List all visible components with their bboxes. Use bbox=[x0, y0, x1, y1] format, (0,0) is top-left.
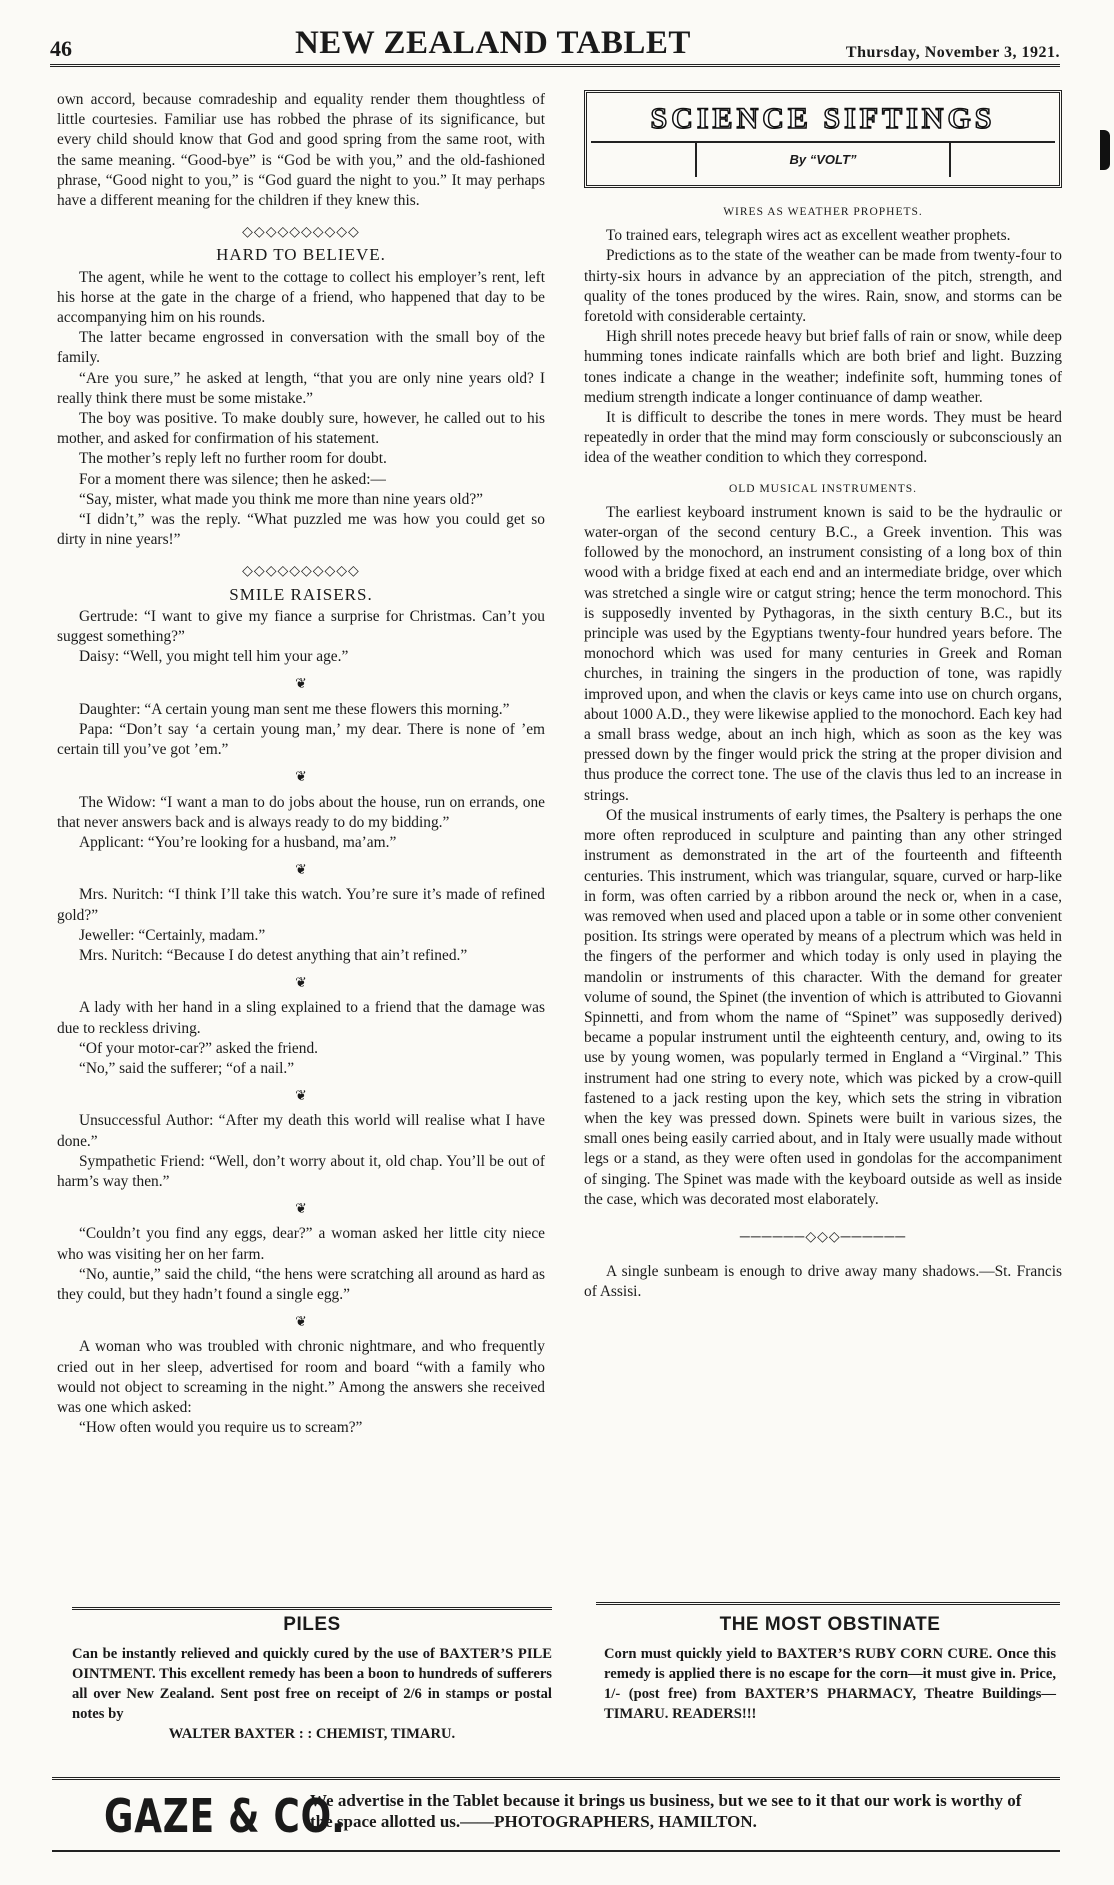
story-paragraph: The mother’s reply left no further room for doubt. bbox=[79, 450, 387, 468]
ad-title-obstinate: THE MOST OBSTINATE bbox=[719, 1614, 941, 1635]
section-heading-smile-raisers: SMILE RAISERS. bbox=[229, 584, 373, 604]
margin-mark bbox=[1100, 130, 1110, 170]
joke-line: Unsuccessful Author: “After my death this world will realise what I have done.” bbox=[57, 1112, 545, 1150]
joke-line: “How often would you require us to scream?” bbox=[79, 1419, 363, 1437]
masthead-rule bbox=[50, 64, 1060, 67]
gaze-logo: GAZE & CO. bbox=[104, 1789, 346, 1843]
article-paragraph: To trained ears, telegraph wires act as excellent weather prophets. bbox=[606, 227, 1011, 245]
ad-title-piles: PILES bbox=[283, 1614, 341, 1635]
story-paragraph: The boy was positive. To make doubly sure, however, he called out to his mother, and asked for confirmation of his statement. bbox=[57, 410, 545, 448]
heart-divider-icon: ❦ bbox=[295, 1089, 307, 1105]
ornament-divider: ◇◇◇◇◇◇◇◇◇◇ bbox=[242, 225, 360, 241]
ornament-divider: ──────◇◇◇────── bbox=[739, 1229, 907, 1245]
left-column bbox=[57, 90, 545, 1574]
joke-line: A lady with her hand in a sling explained to a friend that the damage was due to reckless driving. bbox=[57, 999, 545, 1037]
ad-rule bbox=[72, 1607, 552, 1610]
article-paragraph: Predictions as to the state of the weather can be made from twenty-four to thirty-six hours in advance by an appreciation of the pitch, strength, and quality of the tones produced by the wires. Rain, snow, and storms can be foretold with considerable certainty. bbox=[584, 247, 1062, 326]
joke-line: Applicant: “You’re looking for a husband, ma’am.” bbox=[79, 833, 397, 851]
article-paragraph: It is difficult to describe the tones in mere words. They must be heard repeatedly in order that the mind may form consciously or subconsciously an idea of the weather condition to which they correspond. bbox=[584, 409, 1062, 467]
heart-divider-icon: ❦ bbox=[295, 863, 307, 879]
story-paragraph: “I didn’t,” was the reply. “What puzzled me was how you could get so dirty in nine years!” bbox=[57, 511, 545, 549]
joke-line: “Of your motor-car?” asked the friend. bbox=[79, 1039, 318, 1057]
joke-line: “No, auntie,” said the child, “the hens were scratching all around as hard as they could, but they hadn’t found a single egg.” bbox=[57, 1265, 545, 1303]
ad-body-piles bbox=[72, 1644, 552, 1744]
gaze-advertisement-text: We advertise in the Tablet because it brings us business, but we see to it that our work is worthy of the space allotted us.——PHOTOGRAPHERS, HAMILTON. bbox=[310, 1791, 1022, 1831]
section-heading-hard-to-believe: HARD TO BELIEVE. bbox=[216, 245, 386, 265]
ad-body-obstinate: Corn must quickly yield to BAXTER’S RUBY CORN CURE. Once this remedy is applied there is no escape for the corn—it must give in. Price, 1/- (post free) from BAXTER’S PHARMACY, Theatre Buildings—TIMARU. READERS!!! bbox=[604, 1646, 1056, 1722]
joke-line: Papa: “Don’t say ‘a certain young man,’ my dear. There is none of ’em certain till you’ve got ’em.” bbox=[57, 720, 545, 759]
joke-line: Jeweller: “Certainly, madam.” bbox=[79, 926, 266, 944]
heart-divider-icon: ❦ bbox=[295, 677, 307, 693]
subheading-instruments: OLD MUSICAL INSTRUMENTS. bbox=[728, 482, 918, 495]
ad-text: Can be instantly relieved and quickly cured by the use of BAXTER’S PILE OINTMENT. This excellent remedy has been a boon to hundreds of sufferers all over New Zealand. Sent post free on receipt of 2/6 in stamps or postal notes by bbox=[72, 1646, 552, 1722]
joke-line: A woman who was troubled with chronic nightmare, and who frequently cried out in her sleep, advertised for room and board “with a family who would not object to screaming in the night.” Among the answers she received was one which asked: bbox=[57, 1338, 545, 1416]
science-siftings-title: SCIENCE SIFTINGS bbox=[591, 97, 1055, 143]
science-byline: By “VOLT” bbox=[789, 151, 857, 167]
joke-line: Gertrude: “I want to give my fiance a surprise for Christmas. Can’t you suggest something?” bbox=[57, 607, 545, 646]
heart-divider-icon: ❦ bbox=[295, 1315, 307, 1331]
joke-line: Mrs. Nuritch: “I think I’ll take this watch. You’re sure it’s made of refined gold?” bbox=[57, 886, 545, 924]
ornament-divider: ◇◇◇◇◇◇◇◇◇◇ bbox=[242, 564, 360, 580]
story-paragraph: The latter became engrossed in conversation with the small boy of the family. bbox=[57, 329, 545, 367]
joke-line: Daisy: “Well, you might tell him your age.” bbox=[79, 648, 349, 666]
quote-paragraph: A single sunbeam is enough to drive away many shadows.—St. Francis of Assisi. bbox=[584, 1263, 1062, 1301]
story-paragraph: The agent, while he went to the cottage to collect his employer’s rent, left his horse at the gate in the charge of a friend, who happened that day to be accompanying him on his rounds. bbox=[57, 268, 545, 327]
ad-rule bbox=[596, 1602, 1060, 1605]
subheading-weather: WIRES AS WEATHER PROPHETS. bbox=[723, 206, 923, 218]
story-paragraph: For a moment there was silence; then he asked:— bbox=[79, 470, 386, 488]
paper-title: NEW ZEALAND TABLET bbox=[294, 25, 691, 61]
article-paragraph: High shrill notes precede heavy but brief falls of rain or snow, while deep humming tones indicate rainfalls which are both brief and light. Buzzing tones indicate a change in the weather; indefinite soft, humming tones of medium strength indicate a longer continuance of damp weather. bbox=[584, 328, 1062, 406]
right-column bbox=[584, 90, 1062, 1585]
heart-divider-icon: ❦ bbox=[295, 976, 307, 992]
heart-divider-icon: ❦ bbox=[295, 1202, 307, 1218]
piles-advertisement bbox=[72, 1614, 552, 1744]
joke-line: Mrs. Nuritch: “Because I do detest anything that ain’t refined.” bbox=[79, 946, 468, 964]
footer-rule bbox=[52, 1777, 1060, 1780]
science-siftings-banner bbox=[584, 90, 1062, 188]
joke-line: “Couldn’t you find any eggs, dear?” a woman asked her little city niece who was visiting her on her farm. bbox=[57, 1225, 545, 1263]
footer-rule bbox=[52, 1850, 1060, 1852]
page-number: 46 bbox=[50, 36, 72, 61]
heart-divider-icon: ❦ bbox=[295, 770, 307, 786]
joke-line: Daughter: “A certain young man sent me these flowers this morning.” bbox=[79, 700, 510, 718]
story-paragraph: “Say, mister, what made you think me more than nine years old?” bbox=[79, 490, 483, 508]
intro-paragraph: own accord, because comradeship and equality render them thoughtless of little courtesies. Familiar use has robbed the phrase of its significance, but every child should know that God and good spring from the same root, with the same meaning. “Good-bye” is “God be with you,” and the old-fashioned phrase, “Good night to you,” is “God guard the night to you.” It may perhaps have a different meaning for the children if they knew this. bbox=[57, 91, 545, 210]
story-paragraph: “Are you sure,” he asked at length, “that you are only nine years old? I really think there must be some mistake.” bbox=[57, 369, 545, 407]
ad-signature: WALTER BAXTER : : CHEMIST, TIMARU. bbox=[168, 1726, 456, 1742]
joke-line: “No,” said the sufferer; “of a nail.” bbox=[79, 1059, 295, 1077]
joke-line: Sympathetic Friend: “Well, don’t worry about it, old chap. You’ll be out of harm’s way then.” bbox=[57, 1152, 545, 1190]
article-paragraph: The earliest keyboard instrument known is said to be the hydraulic or water-organ of the second century B.C., a Greek invention. This was followed by the monochord, an instrument consisting of a long box of thin wood with a bridge fixed at each end and an intermediate bridge, over which was stretched a single wire or catgut string; hence the term monochord. This is supposedly invented by Pythagoras, in the sixth century B.C., but its principle was used by the Egyptians twenty-four hundred years before. The monochord which was used for many centuries in Greek and Roman churches, in training the singers in the production of tone, was rapidly improved upon, and when the clavis or keys came into use on church organs, about 1000 A.D., they were likewise applied to the monochord. Each key had a small brass wedge, about an inch high, which as soon as the key was pressed down by the finger would prick the string at the proper division and thus produce the correct tone. The use of the clavis thus led to an increase in strings. bbox=[584, 503, 1062, 804]
issue-date: Thursday, November 3, 1921. bbox=[845, 44, 1060, 61]
corn-cure-advertisement bbox=[604, 1614, 1056, 1724]
joke-line: The Widow: “I want a man to do jobs about the house, run on errands, one that never answers back and is always ready to do my bidding.” bbox=[57, 793, 545, 831]
article-paragraph: Of the musical instruments of early times, the Psaltery is perhaps the one more often reproduced in sculpture and painting than any other stringed instrument as demonstrated in the art of the fourteenth and fifteenth centuries. This instrument, which was triangular, square, curved or harp-like in form, was often carried by a ribbon around the neck or, when in a case, was removed when used and placed upon a table or in some other convenient position. Its strings were operated by means of a plectrum which was held in the fingers of the performer and which today is only used in playing the mandolin or instruments of this character. With the demand for greater volume of sound, the Spinet (the invention of which is attributed to Giovanni Spinnetti, and from whom the name of “Spinet” was supposedly derived) became a popular instrument until the eighteenth century, and, owing to its use by young women, was popularly termed in England a “Virginal.” This instrument had one string to every note, which was picked by a crow-quill fastened to a jack resting upon the key, which sets the string in vibration when the key was pressed down. Spinets were built in various sizes, the small ones being easily carried about, and in Italy were usually made without legs or a stand, as they were often used in gondolas for the accompaniment of singing. The Spinet was made with the keyboard outside as well as inside the case, which was decorated most elaborately. bbox=[584, 806, 1062, 1208]
masthead bbox=[50, 26, 1060, 62]
